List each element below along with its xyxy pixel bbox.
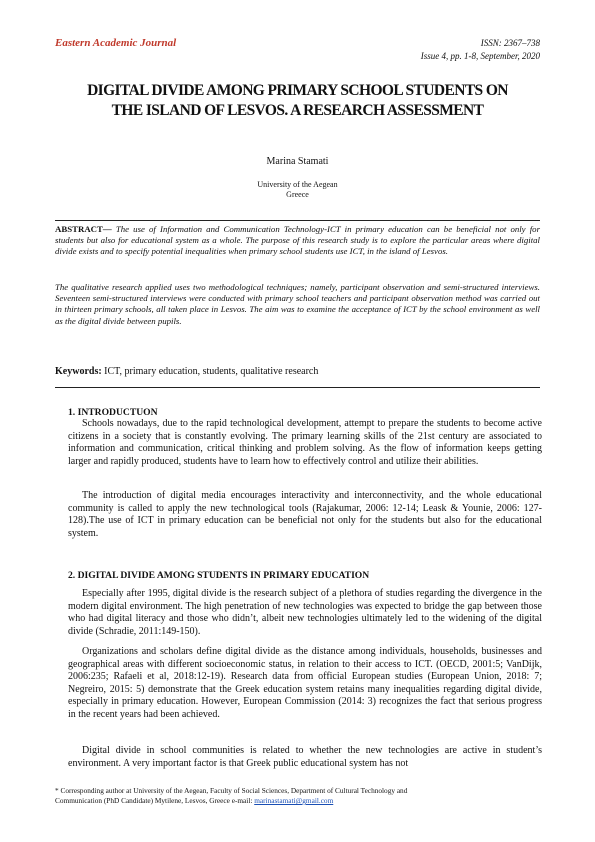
- abstract-text-1: The use of Information and Communication Technology-ICT in primary education can be beneficial not only for students but also for educational system as a whole. The purpose of this research study is to explore the particular areas where digital divide exists and to specify potential inequalities when primary school students use ICT, in the island of Lesvos.: [55, 224, 540, 257]
- footnote-line-2-text: Communication (PhD Candidate) Mytilene, Lesvos, Greece e-mail:: [55, 796, 255, 805]
- keywords-label: Keywords:: [55, 366, 102, 377]
- footnote: [55, 786, 540, 806]
- section-1-paragraph-2: The introduction of digital media encourages interactivity and interconnectivity, and the whole educational community is called to apply the new technological tools (Rajakumar, 2006: 12-14; Leask & Younie, 2006: 127-128).The use of ICT in primary education can be beneficial not only for the students but also for the educational system.: [68, 490, 542, 539]
- section-1-paragraph-1: Schools nowadays, due to the rapid technological development, attempt to prepare the students to become active citizens in a society that is constantly evolving. The primary learning skills of the 21st century are associated to information and communication, critical thinking and problem solving. As the flow of information keeps getting larger and rapidly produced, students have to learn how to effectively control and utilize their abilities.: [68, 418, 542, 467]
- section-2-heading: 2. DIGITAL DIVIDE AMONG STUDENTS IN PRIMARY EDUCATION: [68, 570, 370, 581]
- affiliation-university: University of the Aegean: [257, 180, 338, 189]
- title-line-1: DIGITAL DIVIDE AMONG PRIMARY SCHOOL STUDENTS ON: [87, 82, 508, 99]
- email-link[interactable]: marinastamati@gmail.com: [254, 796, 334, 805]
- abstract-paragraph-1: [55, 224, 540, 258]
- keywords-text: ICT, primary education, students, qualitative research: [101, 366, 319, 377]
- paper-title: [55, 81, 540, 121]
- keywords: [55, 366, 318, 377]
- affiliation-country: Greece: [286, 190, 309, 199]
- issn-block: [421, 37, 540, 63]
- journal-name: Eastern Academic Journal: [55, 37, 177, 49]
- issue-info: Issue 4, pp. 1-8, September, 2020: [420, 51, 540, 61]
- section-2-paragraph-3: Digital divide in school communities is related to whether the new technologies are active in student’s environment. A very important factor is that Greek public educational system has not: [68, 745, 542, 769]
- issn: ISSN: 2367–738: [480, 38, 540, 48]
- author-name: Marina Stamati: [266, 156, 329, 167]
- abstract-paragraph-2: The qualitative research applied uses two methodological techniques; namely, participant observation and semi-structured interviews. Seventeen semi-structured interviews were conducted with primary school teachers and participant observation method was carried out in thirteen primary schools, all taken place in Lesvos. The aim was to examine the acceptance of ICT by the school environment as well as the digital divide between pupils.: [55, 282, 540, 326]
- section-1-heading: 1. INTRODUCTUON: [68, 407, 158, 418]
- footnote-line-2: [55, 796, 540, 806]
- keywords-bottom-rule: [55, 387, 540, 388]
- abstract-label: ABSTRACT—: [55, 224, 112, 234]
- footnote-line-1: * Corresponding author at University of the Aegean, Faculty of Social Sciences, Department of Cultural Technology and: [55, 786, 408, 795]
- abstract-top-rule: [55, 220, 540, 221]
- title-line-2: THE ISLAND OF LESVOS. A RESEARCH ASSESSMENT: [111, 102, 484, 119]
- affiliation: [55, 180, 540, 200]
- section-2-paragraph-1: Especially after 1995, digital divide is the research subject of a plethora of studies regarding the divergence in the modern digital environment. The high penetration of new technologies was expected to bridge the gap between those who had digital literacy and those who didn’t, albeit new technologies ultimately led to the widening of the digital divide (Schradie, 2011:149-150).: [68, 588, 542, 637]
- section-2-paragraph-2: Organizations and scholars define digital divide as the distance among individuals, households, businesses and geographical areas with different socioeconomic status, in relation to their access to ICT. (OECD, 2001:5; VanDijk, 2006:235; Rafaeli et al, 2018:12-19). Research data from official European studies (European Union, 2018: 7; Negreiro, 2015: 5) demonstrate that the Greek education system retains many inequalities regarding digital divide, especially in primary education. However, European Commission (2014: 3) recognizes the fact that serious progress in the recent years had been achieved.: [68, 646, 542, 720]
